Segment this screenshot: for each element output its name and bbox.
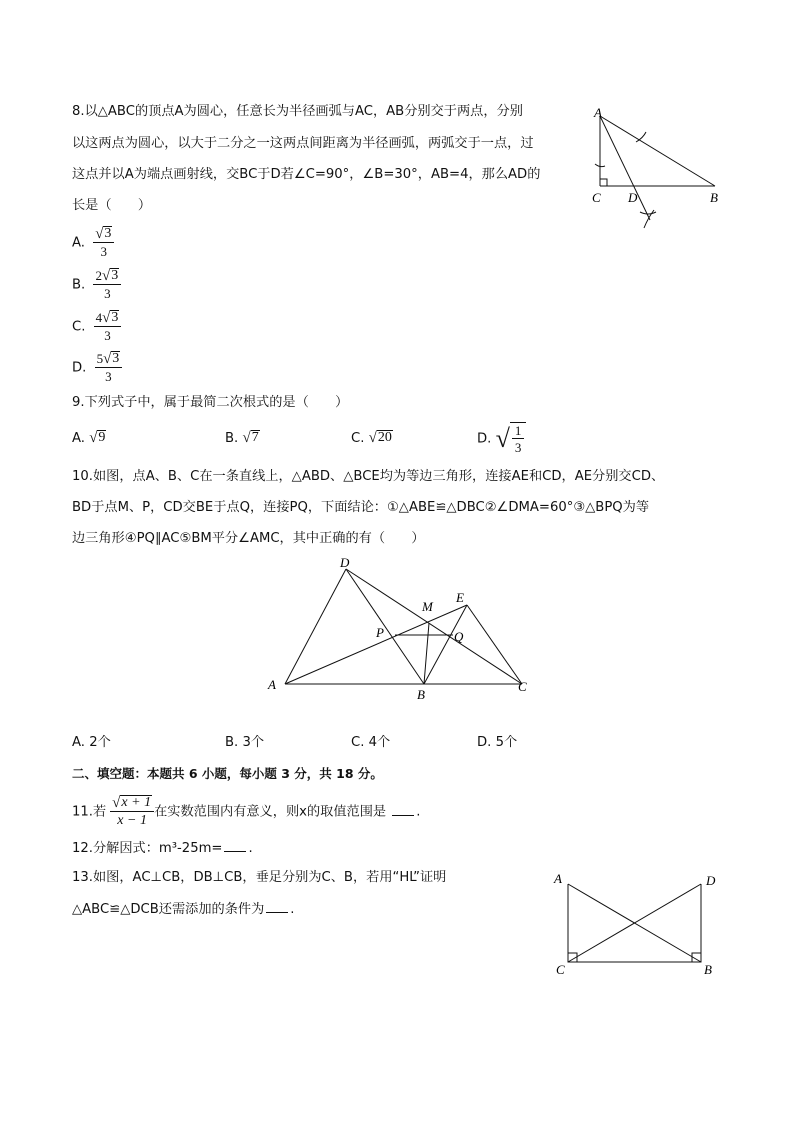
q12: 12.分解因式：m³-25m= .	[72, 841, 253, 856]
q10-label-m: M	[422, 599, 433, 614]
q8-line-1: 8.以△ABC的顶点A为圆心，任意长为半径画弧与AC，AB分别交于两点，分别	[72, 104, 523, 119]
q13-label-d: D	[706, 873, 716, 888]
q10-label-p: P	[376, 625, 384, 640]
q13-answer-blank[interactable]	[266, 900, 288, 913]
q8-line-4: 长是（ ）	[72, 198, 152, 213]
q9-option-a[interactable]: A. √ 9	[72, 430, 106, 446]
q10-label-c: C	[518, 679, 527, 694]
q12-answer-blank[interactable]	[224, 839, 246, 852]
q10-option-b[interactable]: B. 3个	[225, 735, 265, 750]
q8-line-3: 这点并以A为端点画射线，交BC于D若∠C=90°，∠B=30°，AB=4，那么AD的	[72, 167, 541, 182]
q10-option-d[interactable]: D. 5个	[477, 735, 518, 750]
q10-equilateral-figure	[260, 553, 540, 703]
q8-label-d: D	[628, 190, 638, 205]
q10-line-3: 边三角形④PQ∥AC⑤BM平分∠AMC，其中正确的有（ ）	[72, 531, 425, 546]
q8-option-b[interactable]: B. 2 √ 3 3	[72, 268, 121, 301]
q10-label-a: A	[268, 677, 276, 692]
q10-label-d: D	[340, 555, 350, 570]
q11-suffix: 在实数范围内有意义，则x的取值范围是	[154, 804, 387, 820]
q8-option-d[interactable]: D. 5 √ 3 3	[72, 351, 122, 384]
q8-label-b: B	[710, 190, 718, 205]
q11-fraction: √ x + 1 x − 1	[110, 795, 154, 828]
q13-label-c: C	[556, 962, 565, 977]
q8-option-c[interactable]: C. 4 √ 3 3	[72, 310, 121, 343]
q8-label-a: A	[594, 105, 602, 120]
q8-triangle-figure	[588, 104, 724, 230]
q9-option-c[interactable]: C. √ 20	[351, 430, 392, 446]
q13-rectangle-figure	[548, 870, 728, 980]
q13-label-b: B	[704, 962, 712, 977]
q8-label-c: C	[592, 190, 601, 205]
q10-label-b: B	[417, 687, 425, 702]
section-2-title: 二、填空题：本题共 6 小题，每小题 3 分，共 18 分。	[72, 766, 383, 781]
q10-option-a[interactable]: A. 2个	[72, 735, 111, 750]
q8-option-a[interactable]: A. √ 3 3	[72, 226, 114, 259]
q9-option-b[interactable]: B. √ 7	[225, 430, 259, 446]
q9-stem: 9.下列式子中，属于最简二次根式的是（ ）	[72, 395, 349, 410]
q11-prefix: 11.若	[72, 804, 107, 820]
q8-line-2: 以这两点为圆心，以大于二分之一这两点间距离为半径画弧，两弧交于一点，过	[72, 136, 534, 151]
q10-line-2: BD于点M、P，CD交BE于点Q，连接PQ，下面结论：①△ABE≌△DBC②∠DMA=60°③△BPQ为等	[72, 500, 650, 515]
q10-line-1: 10.如图，点A、B、C在一条直线上，△ABD、△BCE均为等边三角形，连接AE和CD，AE分别交CD、	[72, 469, 665, 484]
q10-label-e: E	[456, 590, 464, 605]
q13-line-2: △ABC≌△DCB还需添加的条件为 .	[72, 902, 295, 917]
q11-answer-blank[interactable]	[392, 803, 414, 816]
q9-option-d[interactable]: D. √ $\frac{1}{3}$	[477, 422, 526, 455]
q10-option-c[interactable]: C. 4个	[351, 735, 391, 750]
q10-label-q: Q	[454, 629, 464, 644]
q13-line-1: 13.如图，AC⊥CB，DB⊥CB，垂足分别为C、B，若用“HL”证明	[72, 870, 447, 885]
q11: 11.若 √ x + 1 x − 1 在实数范围内有意义，则x的取值范围是 .	[72, 795, 421, 828]
q13-label-a: A	[554, 871, 562, 886]
q12-text: 12.分解因式：m³-25m=	[72, 841, 223, 856]
